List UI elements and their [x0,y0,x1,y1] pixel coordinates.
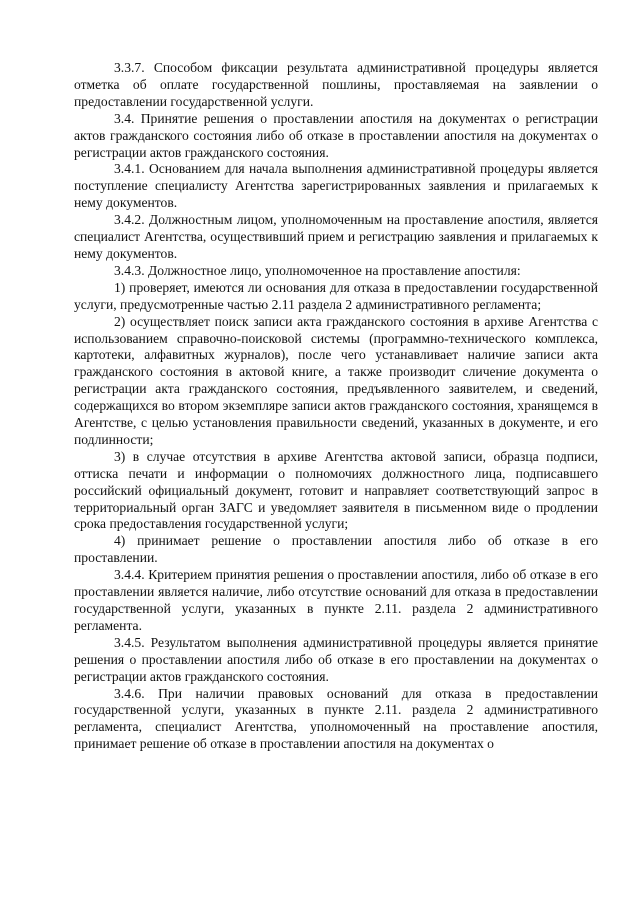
list-item-4: 4) принимает решение о проставлении апостиля либо об отказе в его проставлении. [74,533,598,566]
paragraph-3-4: 3.4. Принятие решения о проставлении апостиля на документах о регистрации актов гражданского состояния либо об отказе в проставлении апостиля на документах о регистрации актов гражданского состояния. [74,110,598,160]
paragraph-3-4-1: 3.4.1. Основанием для начала выполнения административной процедуры является поступление специалисту Агентства зарегистрированных заявления и прилагаемых к нему документов. [74,161,598,211]
paragraph-3-3-7: 3.3.7. Способом фиксации результата административной процедуры является отметка об оплате государственной пошлины, проставляемая на заявлении о предоставлении государственной услуги. [74,60,598,109]
paragraph-3-4-3: 3.4.3. Должностное лицо, уполномоченное на проставление апостиля: [114,262,521,278]
list-item-2: 2) осуществляет поиск записи акта гражданского состояния в архиве Агентства с использованием справочно-поисковой системы (программно-технического комплекса, картотеки, алфавитных журналов), после чего устанавливает наличие записи акта гражданского состояния в актовой книге, а также производит сличение документа о регистрации акта гражданского состояния, предъявленного заявителем, и сведений, содержащихся во втором экземпляре записи актов гражданского состояния, хранящемся в Агентстве, с целью установления правильности сведений, указанных в документе, и его подлинности; [74,313,598,447]
list-item-3: 3) в случае отсутствия в архиве Агентства актовой записи, образца подписи, оттиска печати и информации о полномочиях должностного лица, подписавшего российский официальный документ, готовит и направляет соответствующий запрос в территориальный орган ЗАГС и уведомляет заявителя в письменном виде о продлении срока предоставления государственной услуги; [74,448,598,532]
list-item-1: 1) проверяет, имеются ли основания для отказа в предоставлении государственной услуги, предусмотренные частью 2.11 раздела 2 административного регламента; [74,279,598,312]
paragraph-3-4-5: 3.4.5. Результатом выполнения административной процедуры является принятие решения о проставлении апостиля либо об отказе в его проставлении на документах о регистрации актов гражданского состояния. [74,634,598,684]
paragraph-3-4-2: 3.4.2. Должностным лицом, уполномоченным на проставление апостиля, является специалист Агентства, осуществивший прием и регистрацию заявления и прилагаемых к нему документов. [74,212,598,261]
paragraph-3-4-6: 3.4.6. При наличии правовых оснований для отказа в предоставлении государственной услуги, указанных в пункте 2.11. раздела 2 административного регламента, специалист Агентства, уполномоченный на проставление апостиля, принимает решение об отказе в проставлении апостиля на документах о [74,685,598,752]
document-body [74,60,598,753]
paragraph-3-4-4: 3.4.4. Критерием принятия решения о проставлении апостиля, либо об отказе в его проставлении является наличие, либо отсутствие оснований для отказа в предоставлении государственной услуги, указанных в пункте 2.11. раздела 2 административного регламента. [74,567,598,633]
